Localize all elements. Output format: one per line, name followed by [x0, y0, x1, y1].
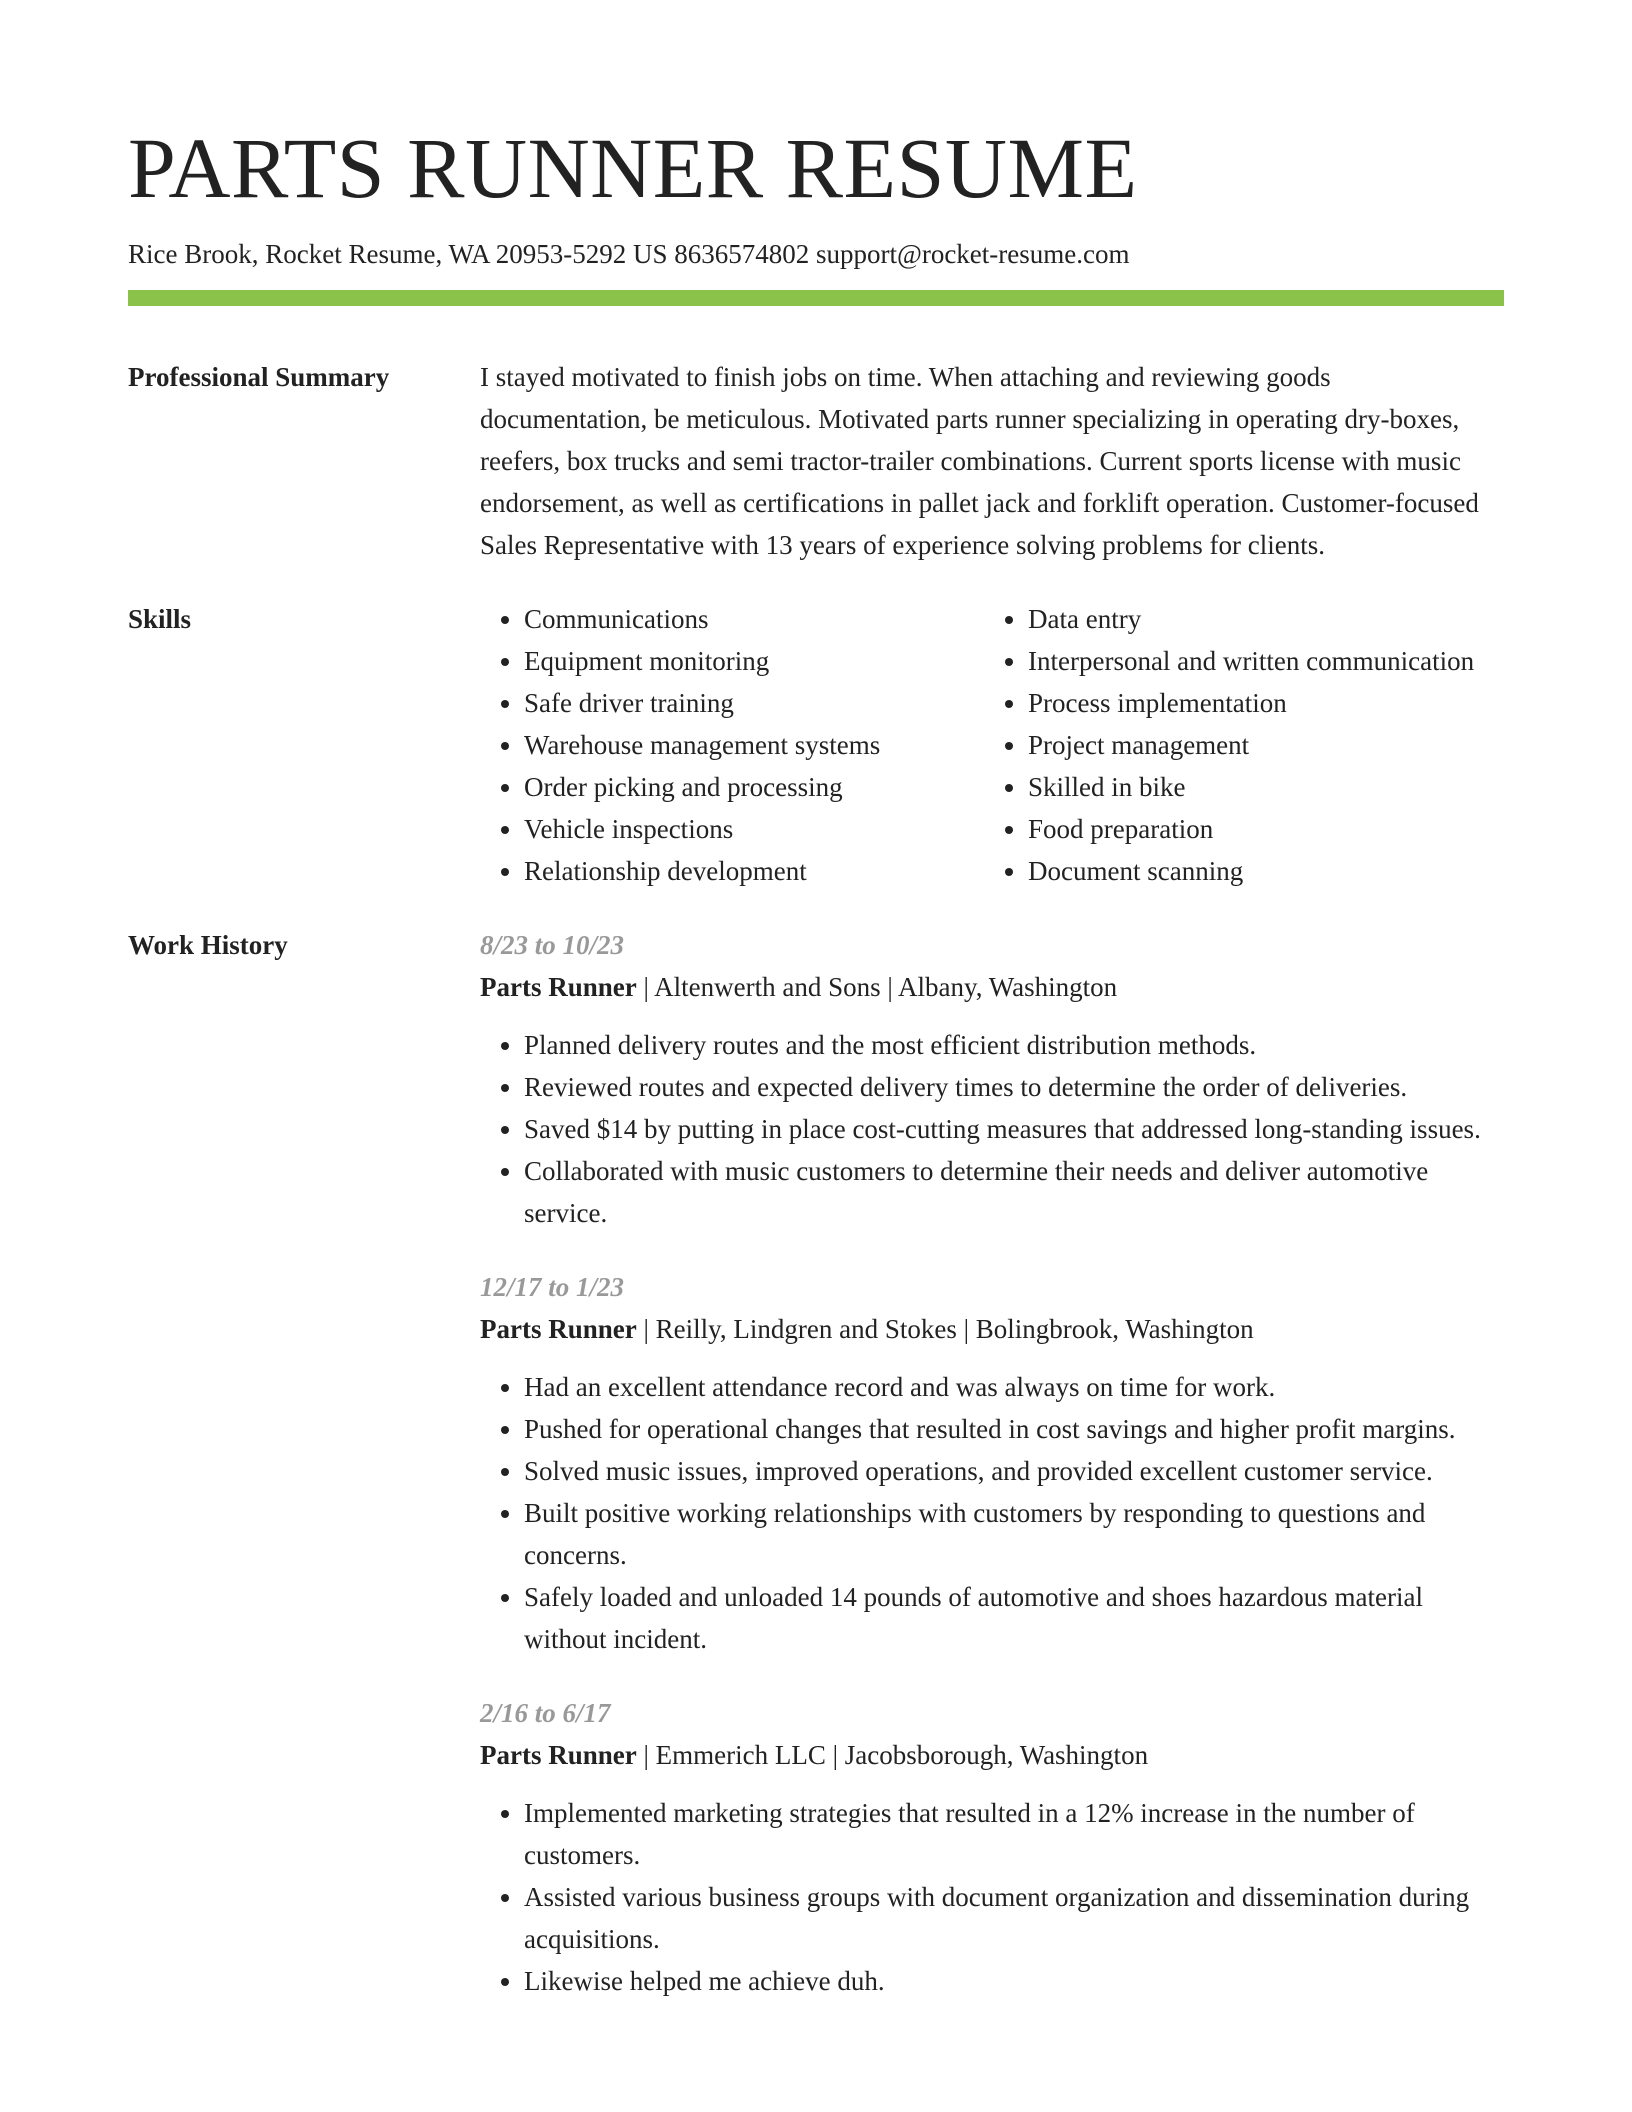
job-entry	[480, 924, 1504, 1234]
job-bullet: • Safely loaded and unloaded 14 pounds of automotive and shoes hazardous material without incident.	[524, 1576, 1504, 1660]
job-details: | Altenwerth and Sons | Albany, Washington	[636, 972, 1118, 1002]
skills-grid	[480, 598, 1504, 892]
skills-list-left	[480, 598, 984, 892]
job-details: | Reilly, Lindgren and Stokes | Bolingbrook, Washington	[636, 1314, 1254, 1344]
skill-item: • Data entry	[1028, 598, 1504, 640]
section-label-skills: Skills	[128, 604, 192, 634]
job-entry	[480, 1692, 1504, 2002]
skill-item: • Project management	[1028, 724, 1504, 766]
skill-item: • Skilled in bike	[1028, 766, 1504, 808]
job-dates: 8/23 to 10/23	[480, 930, 625, 960]
job-bullet: • Pushed for operational changes that resulted in cost savings and higher profit margins.	[524, 1408, 1504, 1450]
summary-section	[128, 356, 1504, 566]
section-label-summary: Professional Summary	[128, 362, 390, 392]
skill-item: • Interpersonal and written communication	[1028, 640, 1504, 682]
job-bullet: • Saved $14 by putting in place cost-cutting measures that addressed long-standing issues.	[524, 1108, 1504, 1150]
job-title: Parts Runner	[480, 1740, 637, 1770]
skills-section	[128, 598, 1504, 892]
job-title: Parts Runner	[480, 972, 637, 1002]
job-dates: 2/16 to 6/17	[480, 1698, 611, 1728]
summary-body	[480, 356, 1504, 566]
job-heading	[480, 1734, 1504, 1776]
skill-item: • Food preparation	[1028, 808, 1504, 850]
job-dates: 12/17 to 1/23	[480, 1272, 625, 1302]
skill-item: • Communications	[524, 598, 984, 640]
skill-item: • Document scanning	[1028, 850, 1504, 892]
job-bullet: • Collaborated with music customers to determine their needs and deliver automotive service.	[524, 1150, 1504, 1234]
skills-list-right	[984, 598, 1504, 892]
job-details: | Emmerich LLC | Jacobsborough, Washington	[636, 1740, 1149, 1770]
skills-body	[480, 598, 1504, 892]
resume-page	[128, 0, 1504, 2034]
skill-item: • Warehouse management systems	[524, 724, 984, 766]
skill-item: • Relationship development	[524, 850, 984, 892]
job-entry	[480, 1266, 1504, 1660]
accent-divider	[128, 290, 1504, 306]
section-label-work: Work History	[128, 930, 288, 960]
work-history-body	[480, 924, 1504, 2034]
job-bullets	[480, 1366, 1504, 1660]
skill-item: • Process implementation	[1028, 682, 1504, 724]
job-bullet: • Planned delivery routes and the most efficient distribution methods.	[524, 1024, 1504, 1066]
job-bullets	[480, 1024, 1504, 1234]
resume-title: PARTS RUNNER RESUME	[128, 120, 1138, 216]
contact-line: Rice Brook, Rocket Resume, WA 20953-5292 US 8636574802 support@rocket-resume.com	[128, 239, 1130, 269]
job-bullet: • Built positive working relationships with customers by responding to questions and concerns.	[524, 1492, 1504, 1576]
skill-item: • Equipment monitoring	[524, 640, 984, 682]
job-title: Parts Runner	[480, 1314, 637, 1344]
skill-item: • Order picking and processing	[524, 766, 984, 808]
job-bullet: • Assisted various business groups with document organization and dissemination during acquisitions.	[524, 1876, 1504, 1960]
job-heading	[480, 1308, 1504, 1350]
job-bullet: • Had an excellent attendance record and was always on time for work.	[524, 1366, 1504, 1408]
job-bullet: • Solved music issues, improved operations, and provided excellent customer service.	[524, 1450, 1504, 1492]
skill-item: • Safe driver training	[524, 682, 984, 724]
job-bullet: • Reviewed routes and expected delivery times to determine the order of deliveries.	[524, 1066, 1504, 1108]
job-bullet: • Likewise helped me achieve duh.	[524, 1960, 1504, 2002]
summary-text: I stayed motivated to finish jobs on time. When attaching and reviewing goods documentation, be meticulous. Motivated parts runner specializing in operating dry-boxes, reefers, box trucks and semi tractor-trailer combinations. Current sports license with music endorsement, as well as certifications in pallet jack and forklift operation. Customer-focused Sales Representative with 13 years of experience solving problems for clients.	[480, 362, 1479, 560]
job-bullets	[480, 1792, 1504, 2002]
work-history-section	[128, 924, 1504, 2034]
skill-item: • Vehicle inspections	[524, 808, 984, 850]
job-heading	[480, 966, 1504, 1008]
job-bullet: • Implemented marketing strategies that resulted in a 12% increase in the number of customers.	[524, 1792, 1504, 1876]
